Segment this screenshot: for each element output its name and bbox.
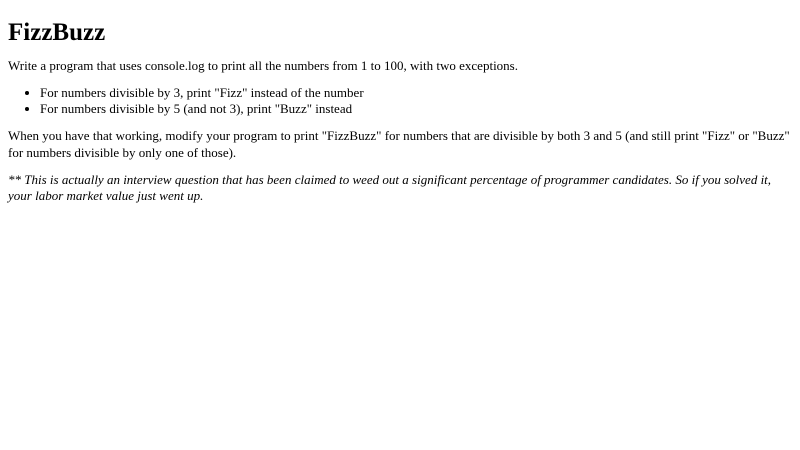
footnote-paragraph: ** This is actually an interview question that has been claimed to weed out a significant percentage of programmer candidates. So if you solved it, your labor market value just went up. — [8, 171, 772, 203]
page-title: FizzBuzz — [8, 19, 106, 46]
followup-paragraph: When you have that working, modify your program to print "FizzBuzz" for numbers that are divisible by both 3 and 5 (and still print "Fizz" or "Buzz" for numbers divisible by only one of those). — [8, 128, 790, 160]
rules-list — [8, 85, 792, 118]
list-item: • For numbers divisible by 3, print "Fizz" instead of the number — [40, 85, 792, 101]
intro-paragraph: Write a program that uses console.log to print all the numbers from 1 to 100, with two exceptions. — [8, 57, 518, 73]
list-item: • For numbers divisible by 5 (and not 3), print "Buzz" instead — [40, 101, 792, 117]
document-page — [0, 0, 800, 204]
